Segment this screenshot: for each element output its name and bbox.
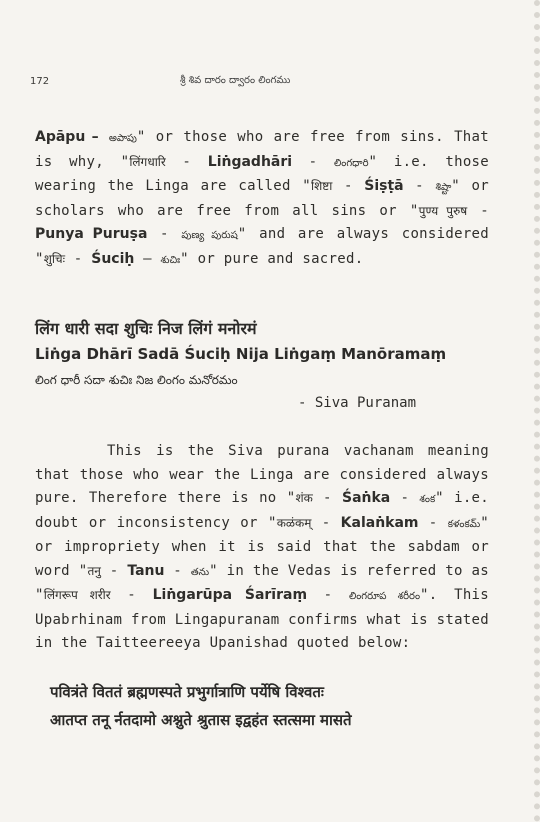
paragraph-siva-purana: This is the Siva purana vachanam meaning that those who wear the Linga are considered always pure. Therefore there is no "शंक - Śaṅka - శంక" i.e. doubt or inconsistency or "कळंकम् - Kalaṅkam - కళంకమ్" or impropriety when it is said that the sabdam or word "तनु - Tanu - తను" in the Vedas is referred to as "लिंगरूप शरीर - Liṅgarūpa Śarīraṃ - లింగరూప శరీరం". This Upabrhinam from Lingapuranam confirms what is stated in the Taitteereeya Upanishad quoted below:: [35, 443, 490, 651]
page-number: 172: [30, 76, 50, 87]
paragraph-apapu: Apāpu – అపాపు" or those who are free from sins. That is why, "लिंगधारि - Liṅgadhāri - లింగధారి" i.e. those wearing the Linga are called "शिष्टा - Śiṣṭā - శిష్టా" or scholars who are free from all sins or "पुण्य पुरुष - Punya Puruṣa - పుణ్య పురుష" and are always considered "शुचिः - Śuciḥ – శుచిః" or pure and sacred.: [35, 129, 490, 267]
verse-source: - Siva Puranam: [298, 395, 417, 411]
mantra-line-1: पवित्रंते विततं ब्रह्मणस्पते प्रभुर्गात्राणि पर्येषि विश्वतः: [50, 683, 324, 701]
mantra-line-2: आतप्त तनू र्नतदामो अश्नुते श्रुतास इद्वहंत स्तत्समा मासते: [50, 711, 352, 729]
verse-telugu: లింగ ధారీ సదా శుచిః నిజ లింగం మనోరమం: [35, 373, 238, 387]
verse-devanagari: लिंग धारी सदा शुचिः निज लिंगं मनोरमं: [35, 319, 257, 338]
verse-transliteration: Liṅga Dhārī Sadā Śuciḥ Nija Liṅgaṃ Manōramaṃ: [35, 345, 447, 363]
page-header: [30, 74, 510, 92]
running-head: శ్రీ శివ దారం ద్వారం లింగము: [180, 75, 291, 86]
